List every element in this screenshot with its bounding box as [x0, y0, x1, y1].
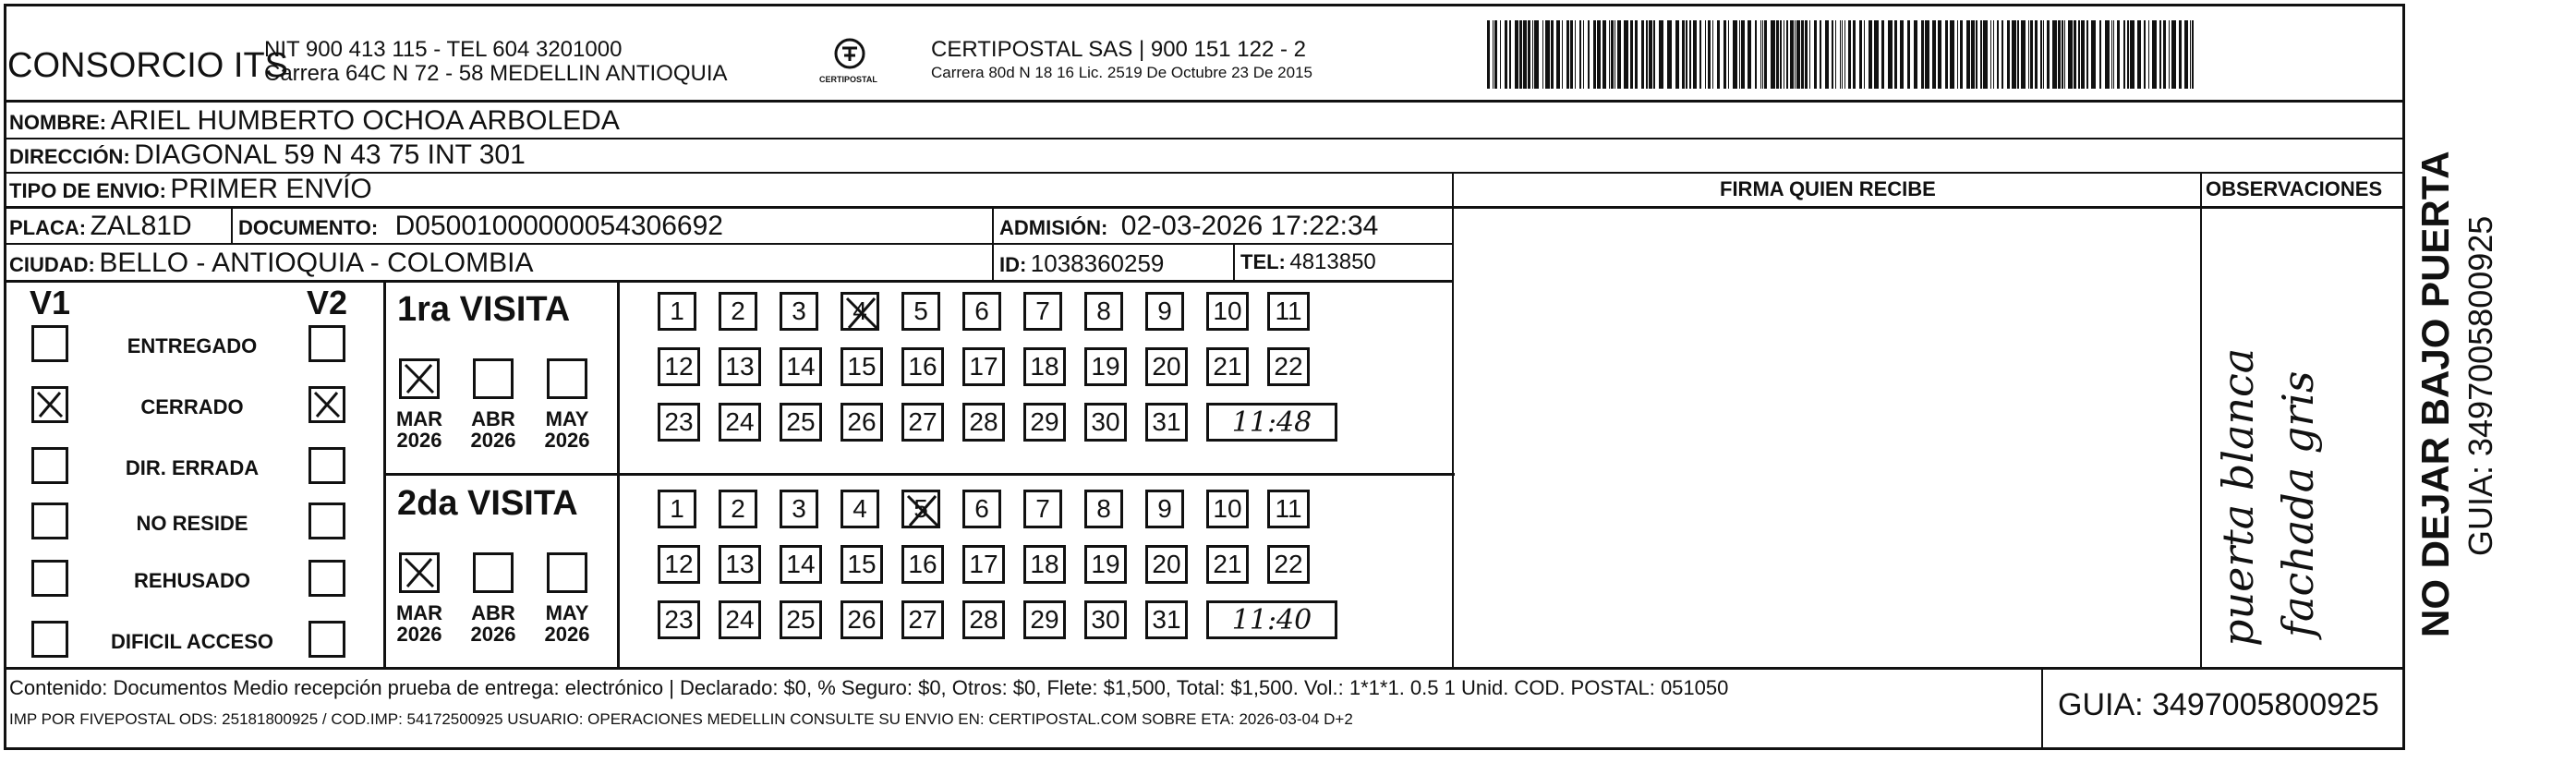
visit2-days-day-31[interactable]: 31	[1145, 600, 1188, 639]
visit1-days-day-20[interactable]: 20	[1145, 347, 1188, 386]
visit1-title: 1ra VISITA	[397, 290, 571, 329]
ciudad-label: CIUDAD:	[9, 253, 95, 276]
visit1-days-day-22[interactable]: 22	[1267, 347, 1310, 386]
license-line: Carrera 80d N 18 16 Lic. 2519 De Octubre 23 De 2015	[931, 64, 1312, 81]
visit1-days-day-29[interactable]: 29	[1023, 403, 1066, 442]
visit1-days-day-23[interactable]: 23	[658, 403, 700, 442]
contenido-line: Contenido: Documentos Medio recepción prueba de entrega: electrónico | Declarado: $0, % Seguro: $0, Otros: $0, Flete: $1,500, Total: $1,500. Vol.: 1*1*1. 0.5 1 Unid. COD. POSTAL: 051050	[9, 676, 1729, 699]
tipo-envio-label: TIPO DE ENVIO:	[9, 179, 166, 202]
visit2-days-day-6[interactable]: 6	[962, 490, 1001, 528]
handwritten-x-mark	[311, 389, 343, 420]
visit2-days-day-8[interactable]: 8	[1084, 490, 1123, 528]
visit1-days-day-25[interactable]: 25	[780, 403, 822, 442]
visit2-days-day-19[interactable]: 19	[1084, 545, 1127, 584]
visit1-days-day-9[interactable]: 9	[1145, 292, 1184, 331]
company-address: Carrera 64C N 72 - 58 MEDELLIN ANTIOQUIA	[264, 61, 728, 86]
guia-footer: GUIA: 3497005800925	[2058, 687, 2379, 722]
id-value: 1038360259	[1030, 249, 1165, 277]
observaciones-label: OBSERVACIONES	[2206, 177, 2383, 200]
admision-field	[999, 212, 1378, 240]
status-label-1: CERRADO	[140, 395, 244, 418]
visit1-days-day-1[interactable]: 1	[658, 292, 696, 331]
visit2-days-day-16[interactable]: 16	[901, 545, 944, 584]
visit2-days-day-24[interactable]: 24	[719, 600, 761, 639]
admision-value: 02-03-2026 17:22:34	[1120, 211, 1379, 241]
visit1-days-day-30[interactable]: 30	[1084, 403, 1127, 442]
placa-value: ZAL81D	[90, 211, 192, 241]
visit2-months-label-2: MAY 2026	[544, 601, 590, 647]
visit1-months-label-1: ABR 2026	[470, 407, 516, 453]
visit1-days-day-31[interactable]: 31	[1145, 403, 1188, 442]
tipo-envio-value: PRIMER ENVÍO	[170, 174, 372, 204]
nombre-field	[9, 107, 620, 135]
visit2-days-day-2[interactable]: 2	[719, 490, 757, 528]
visit1-days-day-12[interactable]: 12	[658, 347, 700, 386]
status-label-2: DIR. ERRADA	[125, 456, 260, 479]
direccion-label: DIRECCIÓN:	[9, 145, 130, 168]
visit1-months-label-2: MAY 2026	[544, 407, 590, 453]
ciudad-field	[9, 249, 533, 277]
status-label-4: REHUSADO	[134, 569, 250, 592]
visit2-days-day-10[interactable]: 10	[1206, 490, 1249, 528]
status-label-3: NO RESIDE	[136, 512, 248, 535]
visit1-days-day-2[interactable]: 2	[719, 292, 757, 331]
nombre-value: ARIEL HUMBERTO OCHOA ARBOLEDA	[110, 105, 620, 136]
visit2-days-day-20[interactable]: 20	[1145, 545, 1188, 584]
v2-label: V2	[307, 284, 348, 321]
visit1-days-day-24[interactable]: 24	[719, 403, 761, 442]
handwritten-x-mark	[843, 295, 880, 332]
visit2-days-day-23[interactable]: 23	[658, 600, 700, 639]
visit1-days-day-17[interactable]: 17	[962, 347, 1005, 386]
tipo-envio-field	[9, 176, 372, 203]
visit2-days-day-17[interactable]: 17	[962, 545, 1005, 584]
logo-caption: CERTIPOSTAL	[819, 75, 877, 84]
guia-vertical: GUIA: 3497005800925	[2461, 215, 2499, 556]
documento-field	[238, 212, 723, 240]
visit1-days-day-13[interactable]: 13	[719, 347, 761, 386]
visit1-months-box-0[interactable]	[399, 358, 440, 399]
visit2-days-day-5[interactable]: 5	[901, 490, 940, 528]
id-field	[999, 251, 1164, 275]
visit2-days-day-14[interactable]: 14	[780, 545, 822, 584]
visit1-days-day-7[interactable]: 7	[1023, 292, 1062, 331]
handwritten-x-mark	[402, 555, 437, 590]
no-dejar-warning: NO DEJAR BAJO PUERTA	[2413, 151, 2457, 637]
v2-checkbox-3[interactable]	[308, 503, 345, 539]
visit2-days-day-9[interactable]: 9	[1145, 490, 1184, 528]
visit2-days-day-22[interactable]: 22	[1267, 545, 1310, 584]
visit2-days-day-13[interactable]: 13	[719, 545, 761, 584]
visit2-months-box-0[interactable]	[399, 552, 440, 593]
visit1-days-day-5[interactable]: 5	[901, 292, 940, 331]
handwritten-x-mark	[904, 492, 941, 529]
v2-checkbox-4[interactable]	[308, 560, 345, 597]
placa-label: PLACA:	[9, 216, 87, 239]
visit1-days-day-4[interactable]: 4	[841, 292, 879, 331]
firma-label: FIRMA QUIEN RECIBE	[1720, 177, 1936, 200]
visit1-days-day-15[interactable]: 15	[841, 347, 883, 386]
visit2-months-box-2[interactable]	[547, 552, 587, 593]
visit1-days-day-3[interactable]: 3	[780, 292, 818, 331]
visit2-days-day-25[interactable]: 25	[780, 600, 822, 639]
visit1-days-day-21[interactable]: 21	[1206, 347, 1249, 386]
visit2-days-time[interactable]: 11:40	[1206, 600, 1337, 639]
visit2-days-day-28[interactable]: 28	[962, 600, 1005, 639]
nit-line: NIT 900 413 115 - TEL 604 3201000	[264, 37, 623, 62]
visit1-days-day-28[interactable]: 28	[962, 403, 1005, 442]
visit2-days-day-7[interactable]: 7	[1023, 490, 1062, 528]
visit2-days-day-21[interactable]: 21	[1206, 545, 1249, 584]
visit2-days-day-12[interactable]: 12	[658, 545, 700, 584]
visit1-days-day-18[interactable]: 18	[1023, 347, 1066, 386]
visit2-days-day-3[interactable]: 3	[780, 490, 818, 528]
v2-checkbox-5[interactable]	[308, 621, 345, 658]
visit2-days-day-11[interactable]: 11	[1267, 490, 1310, 528]
tel-label: TEL:	[1240, 250, 1286, 273]
documento-label: DOCUMENTO:	[238, 216, 379, 239]
tel-field	[1240, 251, 1376, 273]
nombre-label: NOMBRE:	[9, 111, 107, 134]
visit1-days-day-26[interactable]: 26	[841, 403, 883, 442]
visit2-days-day-26[interactable]: 26	[841, 600, 883, 639]
visit1-months-label-0: MAR 2026	[395, 407, 443, 453]
visit1-days-time[interactable]: 11:48	[1206, 403, 1337, 442]
visit1-days-day-27[interactable]: 27	[901, 403, 944, 442]
certipostal-line: CERTIPOSTAL SAS | 900 151 122 - 2	[931, 37, 1306, 62]
placa-field	[9, 212, 192, 240]
direccion-field	[9, 141, 526, 169]
status-label-5: DIFICIL ACCESO	[110, 630, 273, 653]
documento-value: D05001000000054306692	[394, 211, 723, 241]
imp-line: IMP POR FIVEPOSTAL ODS: 25181800925 / COD.IMP: 54172500925 USUARIO: OPERACIONES MEDELLIN CONSULTE SU ENVIO EN: CERTIPOSTAL.COM SOBRE ETA: 2026-03-04 D+2	[9, 710, 1353, 728]
visit1-days-day-16[interactable]: 16	[901, 347, 944, 386]
visit2-days-day-1[interactable]: 1	[658, 490, 696, 528]
v1-label: V1	[30, 284, 71, 321]
tel-value: 4813850	[1289, 249, 1376, 274]
visit2-months-label-0: MAR 2026	[395, 601, 443, 647]
status-label-0: ENTREGADO	[127, 334, 258, 357]
visit1-days-day-6[interactable]: 6	[962, 292, 1001, 331]
visit1-days-day-11[interactable]: 11	[1267, 292, 1310, 331]
admision-label: ADMISIÓN:	[999, 216, 1108, 239]
visit1-months-box-1[interactable]	[473, 358, 514, 399]
visit1-days-day-14[interactable]: 14	[780, 347, 822, 386]
visit2-title: 2da VISITA	[397, 484, 578, 523]
visit1-days-day-19[interactable]: 19	[1084, 347, 1127, 386]
visit2-days-day-27[interactable]: 27	[901, 600, 944, 639]
v2-checkbox-2[interactable]	[308, 447, 345, 484]
company-name: CONSORCIO ITS	[7, 46, 289, 85]
id-label: ID:	[999, 253, 1027, 276]
visit1-months-box-2[interactable]	[547, 358, 587, 399]
ciudad-value: BELLO - ANTIOQUIA - COLOMBIA	[99, 248, 534, 278]
visit2-days-day-15[interactable]: 15	[841, 545, 883, 584]
v2-checkbox-1[interactable]	[308, 386, 345, 423]
visit1-days-day-10[interactable]: 10	[1206, 292, 1249, 331]
visit2-days-day-29[interactable]: 29	[1023, 600, 1066, 639]
observaciones-handwriting-2: fachada gris	[2273, 370, 2323, 637]
visit2-days-day-4[interactable]: 4	[841, 490, 879, 528]
handwritten-x-mark	[402, 361, 437, 396]
visit1-days-day-8[interactable]: 8	[1084, 292, 1123, 331]
visit2-days-day-30[interactable]: 30	[1084, 600, 1127, 639]
visit2-months-box-1[interactable]	[473, 552, 514, 593]
visit2-months-label-1: ABR 2026	[470, 601, 516, 647]
visit2-days-day-18[interactable]: 18	[1023, 545, 1066, 584]
direccion-value: DIAGONAL 59 N 43 75 INT 301	[134, 139, 526, 170]
observaciones-handwriting-1: puerta blanca	[2213, 347, 2263, 647]
v2-checkbox-0[interactable]	[308, 325, 345, 362]
